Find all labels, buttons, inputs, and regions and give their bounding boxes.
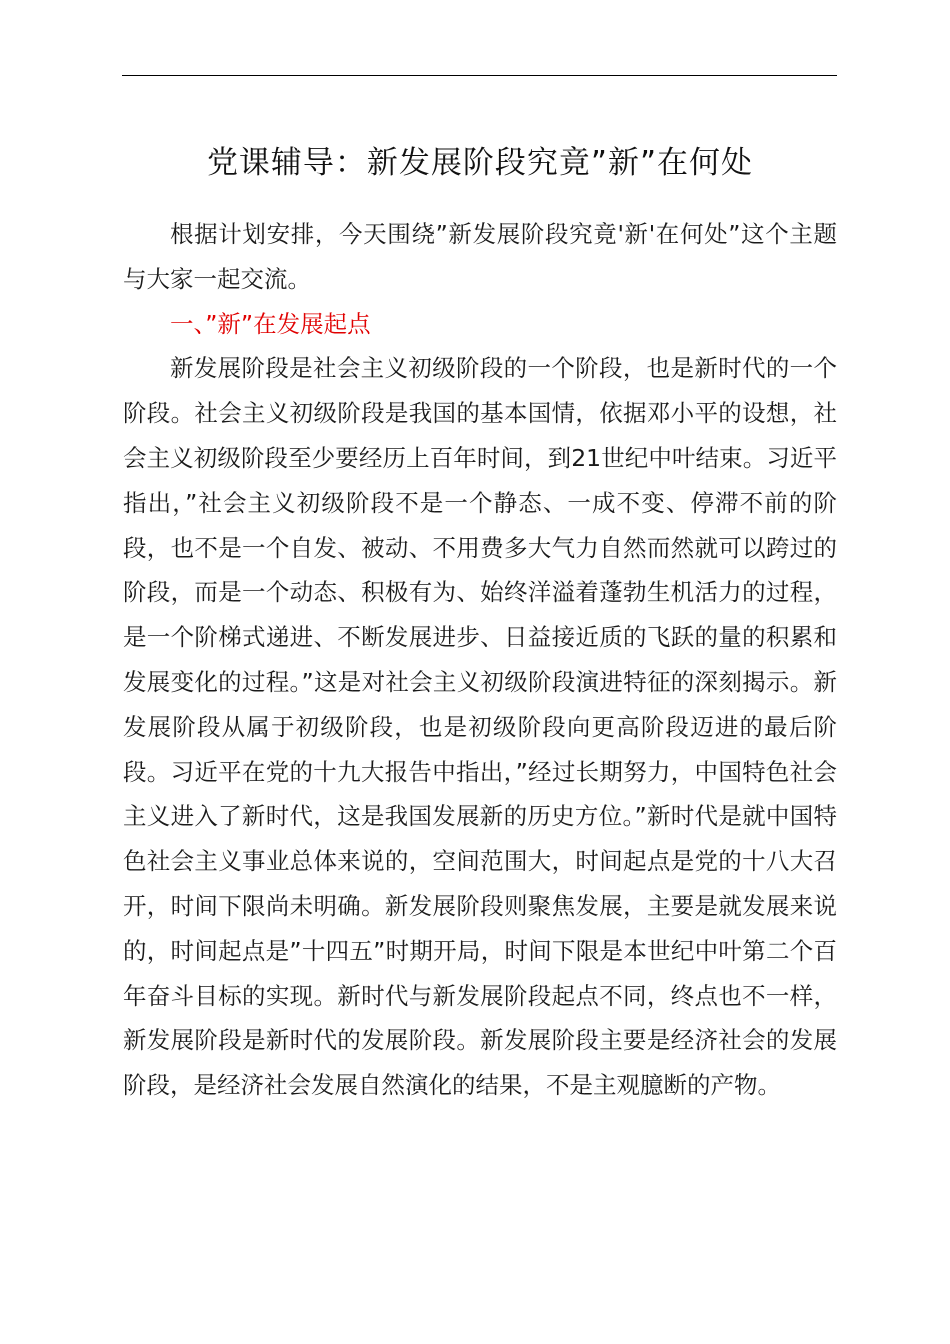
- section-heading: 一、”新”在发展起点: [170, 309, 371, 338]
- intro-paragraph: 根据计划安排，今天围绕”新发展阶段究竟'新'在何处”这个主题与大家一起交流。: [123, 220, 837, 293]
- document-title: 党课辅导：新发展阶段究竟”新”在何处: [206, 145, 754, 181]
- header-rule: [122, 75, 837, 76]
- section-body-paragraph: 新发展阶段是社会主义初级阶段的一个阶段，也是新时代的一个阶段。社会主义初级阶段是我国的基本国情，依据邓小平的设想，社会主义初级阶段至少要经历上百年时间，到21世纪中叶结束。习近平指出，”社会主义初级阶段不是一个静态、一成不变、停滞不前的阶段，也不是一个自发、被动、不用费多大气力自然而然就可以跨过的阶段，而是一个动态、积极有为、始终洋溢着蓬勃生机活力的过程，是一个阶梯式递进、不断发展进步、日益接近质的飞跃的量的积累和发展变化的过程。”这是对社会主义初级阶段演进特征的深刻揭示。新发展阶段从属于初级阶段，也是初级阶段向更高阶段迈进的最后阶段。习近平在党的十九大报告中指出，”经过长期努力，中国特色社会主义进入了新时代，这是我国发展新的历史方位。”新时代是就中国特色社会主义事业总体来说的，空间范围大，时间起点是党的十八大召开，时间下限尚未明确。新发展阶段则聚焦发展，主要是就发展来说的，时间起点是”十四五”时期开局，时间下限是本世纪中叶第二个百年奋斗目标的实现。新时代与新发展阶段起点不同，终点也不一样，新发展阶段是新时代的发展阶段。新发展阶段主要是经济社会的发展阶段，是经济社会发展自然演化的结果，不是主观臆断的产物。: [123, 354, 837, 1100]
- document-body: [123, 138, 837, 1108]
